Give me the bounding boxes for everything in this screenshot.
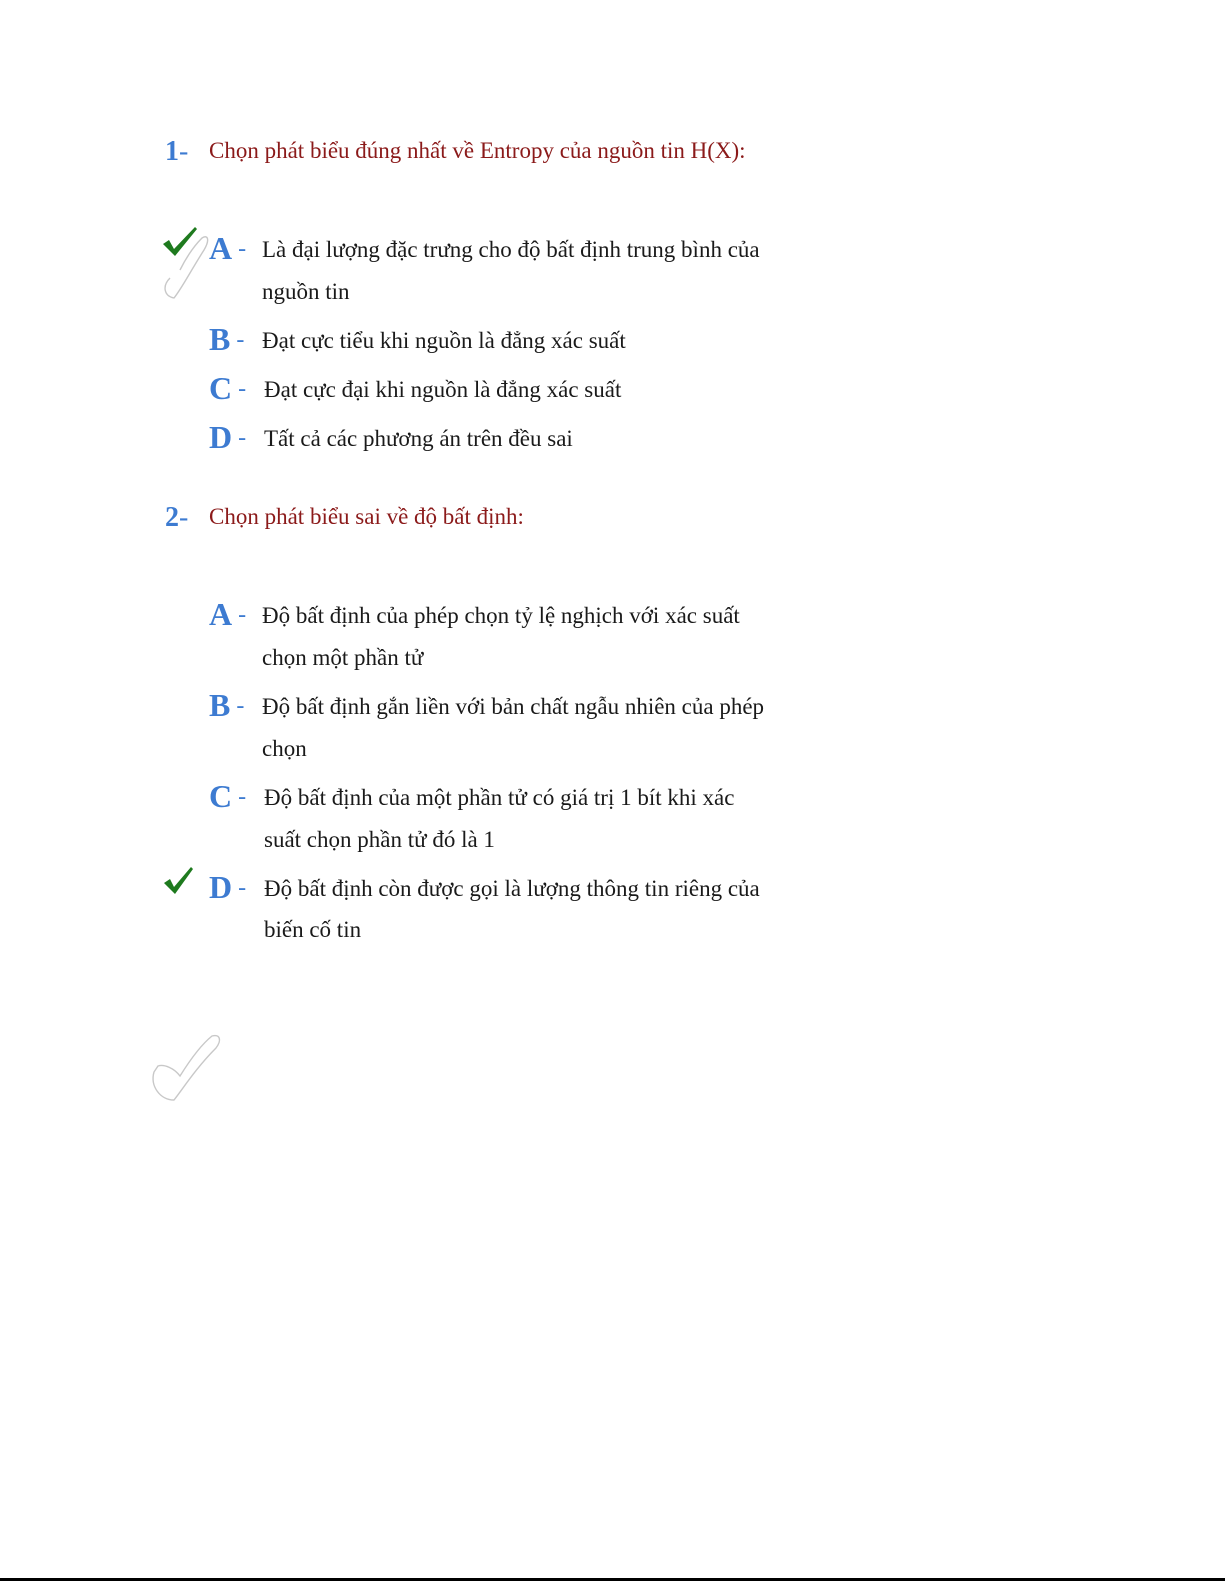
check-icon xyxy=(162,866,194,896)
q2-option-a-line-1: Độ bất định của phép chọn tỷ lệ nghịch với xác suất xyxy=(262,603,740,628)
q1-option-b-line-1: Đạt cực tiểu khi nguồn là đẳng xác suất xyxy=(262,328,626,353)
check-outline-icon xyxy=(150,1030,230,1110)
q2-option-d-line-2: biến cố tin xyxy=(264,917,362,942)
q2-option-b-line-2: chọn xyxy=(262,736,307,761)
q2-option-a-line-2: chọn một phần tử xyxy=(262,645,424,670)
question-1-text: Chọn phát biểu đúng nhất về Entropy của nguồn tin H(X): xyxy=(209,138,746,163)
q1-option-b-letter: B - xyxy=(209,321,245,357)
question-2-text: Chọn phát biểu sai về độ bất định: xyxy=(209,504,524,529)
q2-option-c-line-1: Độ bất định của một phần tử có giá trị 1 bít khi xác xyxy=(264,785,735,810)
q2-option-d-letter: D - xyxy=(209,869,247,905)
q2-option-c-letter: C - xyxy=(209,778,247,814)
q1-option-a-line-2: nguồn tin xyxy=(262,279,350,304)
q2-option-c-line-2: suất chọn phần tử đó là 1 xyxy=(264,827,495,852)
q2-option-b-line-1: Độ bất định gắn liền với bản chất ngẫu nhiên của phép xyxy=(262,694,765,719)
q2-option-b-letter: B - xyxy=(209,687,245,723)
q1-option-a-line-1: Là đại lượng đặc trưng cho độ bất định trung bình của xyxy=(262,237,760,262)
q1-option-d-line-1: Tất cả các phương án trên đều sai xyxy=(264,426,573,451)
q2-option-d-line-1: Độ bất định còn được gọi là lượng thông tin riêng của xyxy=(264,876,760,901)
check-outline-icon xyxy=(160,228,216,302)
q1-option-c-letter: C - xyxy=(209,370,247,406)
q1-option-a-letter: A - xyxy=(209,230,247,266)
page-bottom-rule xyxy=(0,1578,1225,1581)
question-2-number: 2- xyxy=(165,502,189,533)
q2-option-a-letter: A - xyxy=(209,596,247,632)
question-1-number: 1- xyxy=(165,136,189,167)
q1-option-d-letter: D - xyxy=(209,419,247,455)
q1-option-c-line-1: Đạt cực đại khi nguồn là đẳng xác suất xyxy=(264,377,622,402)
